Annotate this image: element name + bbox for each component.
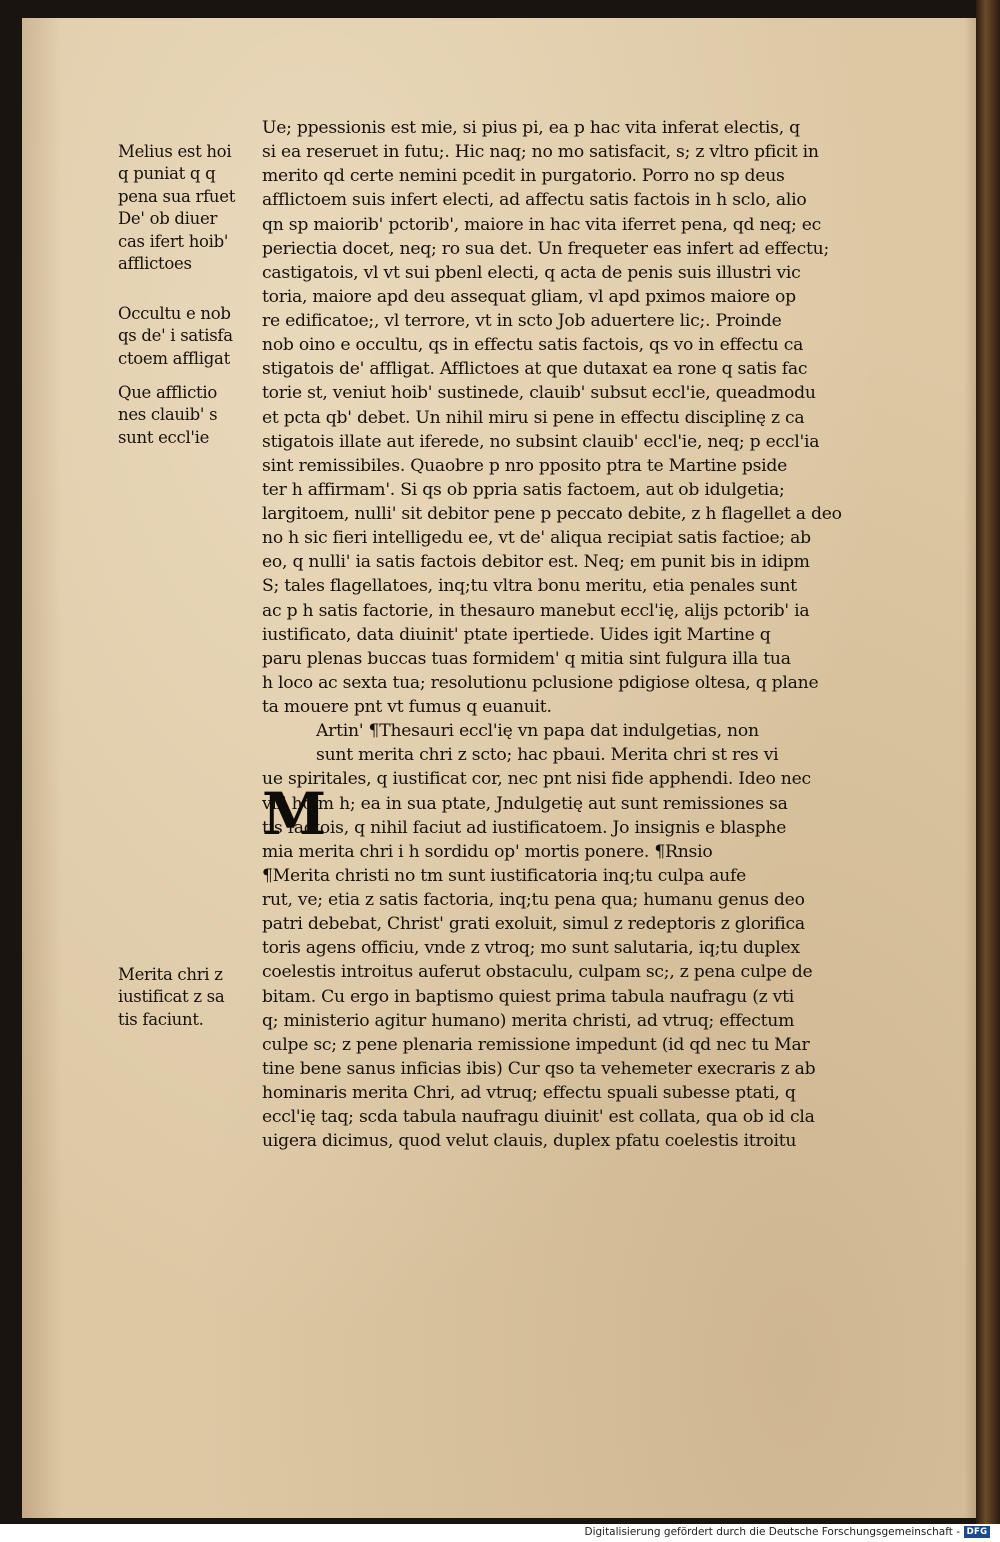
marginal-note-line: ctoem affligat [118,348,230,368]
marginal-note-1 [118,141,268,275]
marginal-note-3 [118,382,268,449]
text-line: hominaris merita Chri, ad vtruq; effectu spuali subesse ptati, q [262,1083,796,1103]
text-line: mia merita chri i h sordidu op' mortis ponere. ¶Rnsio [262,841,713,862]
text-line: Ue; ppessionis est mie, si pius pi, ea p hac vita inferat electis, q [262,118,800,138]
text-line: coelestis introitus auferut obstaculu, culpam sc;, z pena culpe de [262,962,813,983]
text-line: tine bene sanus inficias ibis) Cur qso ta vehemeter execraris z ab [262,1058,816,1079]
text-line: ter h affirmam'. Si qs ob ppria satis factoem, aut ob idulgetia; [262,479,785,500]
marginal-note-line: Merita chri z [118,965,223,984]
text-line: eccl'ię taq; scda tabula naufragu diuinit' est collata, qua ob id cla [262,1107,815,1128]
text-line: merito qd certe nemini pcedit in purgatorio. Porro no sp deus [262,166,785,187]
text-line: patri debebat, Christ' grati exoluit, simul z redeptoris z glorifica [262,914,805,935]
marginal-note-line: pena sua rfuet [118,186,236,206]
main-paragraph [262,116,930,719]
marginal-note-line: cas ifert hoib' [118,231,229,251]
text-line: ac p h satis factorie, in thesauro manebut eccl'ię, alijs pctorib' ia [262,600,810,621]
text-line: h loco ac sexta tua; resolutionu pclusione pdigiose oltesa, q plane [262,672,819,693]
text-line: castigatois, vl vt sui pbenl electi, q acta de penis suis illustri vic [262,262,801,283]
text-line: nob oino e occultu, qs in effectu satis factois, qs vo in effectu ca [262,335,804,356]
text-line: paru plenas buccas tuas formidem' q mitia sint fulgura illa tua [262,648,791,669]
text-line: rut, ve; etia z satis factoria, inq;tu pena qua; humanu genus deo [262,890,805,910]
marginal-note-line: nes clauib' s [118,405,218,425]
text-line: ue spiritales, q iustificat cor, nec pnt nisi fide apphendi. Ideo nec [262,769,811,790]
text-line: S; tales flagellatoes, inq;tu vltra bonu meritu, etia penales sunt [262,576,797,597]
text-line: ta mouere pnt vt fumus q euanuit. [262,697,552,717]
text-line: afflictoem suis infert electi, ad affectu satis factois in h sclo, alio [262,190,807,211]
text-line: tis factois, q nihil faciut ad iustificatoem. Jo insignis e blasphe [262,817,787,838]
text-line: si ea reseruet in futu;. Hic naq; no mo satisfacit, s; z vltro pficit in [262,142,819,163]
text-line: periectia docet, neq; ro sua det. Un frequeter eas infert ad effectu; [262,238,829,259]
marginal-note-line: qs de' i satisfa [118,326,233,346]
marginal-note-line: afflictoes [118,253,192,273]
martin-objection-continuation [262,767,930,864]
text-line: stigatois illate aut iferede, no subsint clauib' eccl'ie, neq; p eccl'ia [262,431,820,452]
marginal-note-line: Occultu e nob [118,304,231,323]
funding-credit: Digitalisierung gefördert durch die Deutsche Forschungsgemeinschaft - [584,1526,960,1538]
marginal-note-line: tis faciunt. [118,1009,204,1029]
text-line: bitam. Cu ergo in baptismo quiest prima tabula naufragu (z vti [262,986,795,1007]
text-line: sunt merita chri z scto; hac pbaui. Merita chri st res vi [316,745,779,766]
text-line: no h sic fieri intelligedu ee, vt de' aliqua recipiat satis factioe; ab [262,528,811,549]
marginal-note-2 [118,303,268,370]
text-line: toris agens officiu, vnde z vtroq; mo sunt salutaria, iq;tu duplex [262,938,800,959]
marginal-note-line: iustificat z sa [118,987,225,1007]
text-line: ¶Merita christi no tm sunt iustificatoria inq;tu culpa aufe [262,865,747,886]
marginal-note-line: De' ob diuer [118,209,218,229]
text-line: toria, maiore apd deu assequat gliam, vl apd pximos maiore op [262,286,796,307]
main-text-column [262,116,930,1153]
text-line: eo, q nulli' ia satis factois debitor est. Neq; em punit bis in idipm [262,552,810,573]
martin-objection-paragraph [262,719,930,767]
drop-cap-initial: M [262,780,327,848]
text-line: qn sp maiorib' pctorib', maiore in hac vita iferret pena, qd neq; ec [262,214,822,235]
text-line: culpe sc; z pene plenaria remissione impedunt (id qd nec tu Mar [262,1034,810,1055]
marginal-note-line: Melius est hoi [118,142,232,161]
marginal-note-4 [118,964,268,1031]
text-line: re edificatoe;, vl terrore, vt in scto Job aduertere lic;. Proinde [262,311,782,331]
marginal-note-line: q puniat q q [118,164,216,184]
text-line: iustificato, data diuinit' ptate ipertiede. Uides igit Martine q [262,624,771,645]
text-line: torie st, veniut hoib' sustinede, clauib' subsut eccl'ie, queadmodu [262,383,816,404]
text-line: et pcta qb' debet. Un nihil miru si pene in effectu disciplinę z ca [262,407,805,428]
marginal-note-line: Que afflictio [118,383,217,402]
text-line: uigera dicimus, quod velut clauis, duplex pfatu coelestis itroitu [262,1131,797,1152]
marginal-note-line: sunt eccl'ie [118,427,210,447]
book-fore-edge [976,0,1000,1542]
text-line: Artin' ¶Thesauri eccl'ię vn papa dat indulgetias, non [316,721,759,742]
text-line: q; ministerio agitur humano) merita christi, ad vtruq; effectum [262,1010,795,1031]
text-line: sint remissibiles. Quaobre p nro pposito ptra te Martine pside [262,455,788,476]
response-paragraph [262,864,930,1154]
text-line: vll' hoim h; ea in sua ptate, Jndulgetię aut sunt remissiones sa [262,793,788,814]
text-line: stigatois de' affligat. Afflictoes at que dutaxat ea rone q satis fac [262,359,808,380]
text-line: largitoem, nulli' sit debitor pene p peccato debite, z h flagellet a deo [262,504,842,524]
dfg-logo-icon[interactable]: DFG [964,1526,990,1538]
